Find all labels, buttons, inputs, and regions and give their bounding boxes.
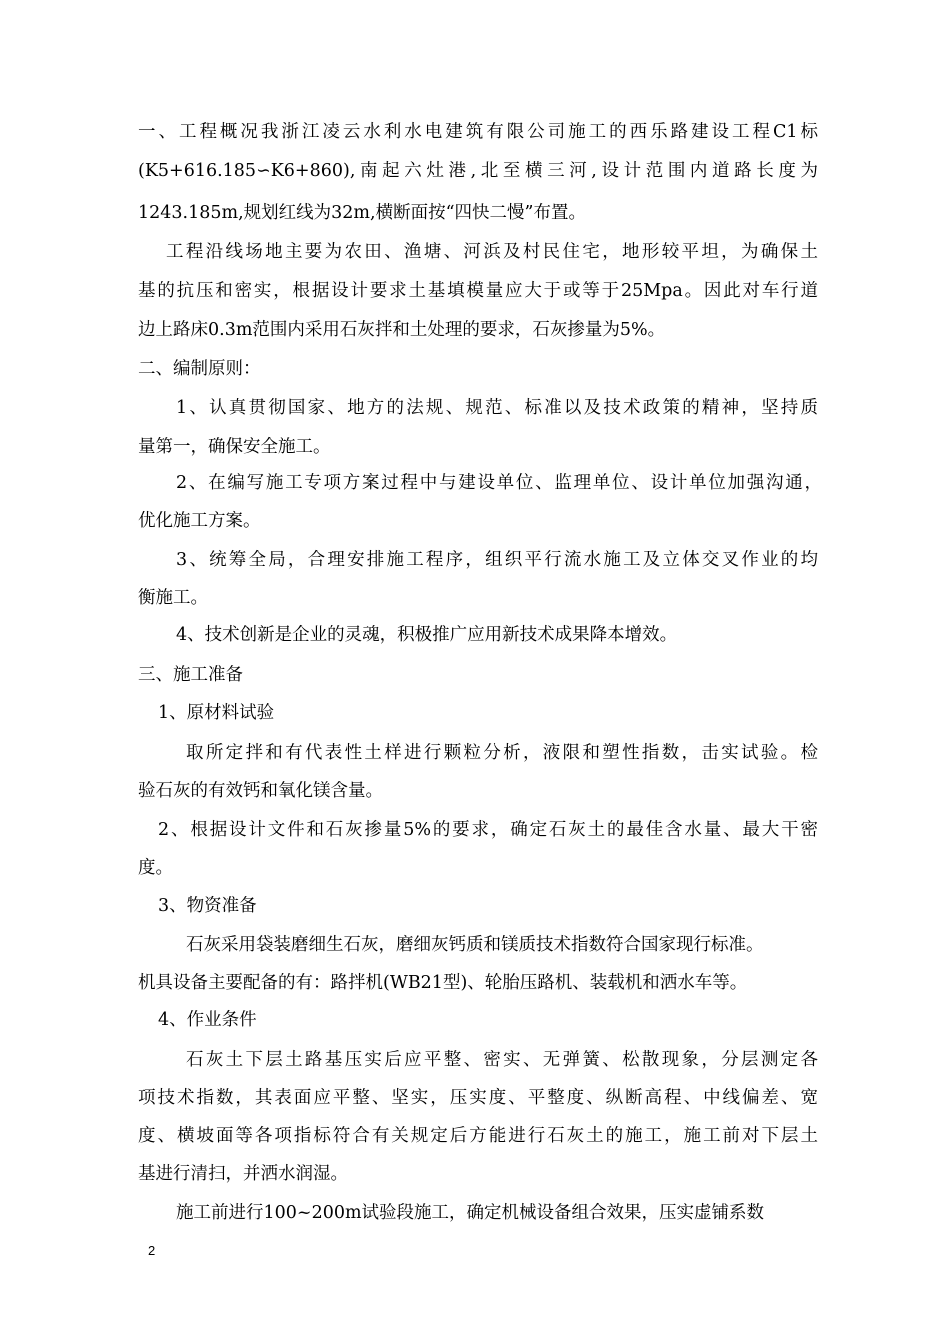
paragraph-line: 取所定拌和有代表性土样进行颗粒分析，液限和塑性指数，击实试验。检 <box>186 743 818 763</box>
section-2-heading: 二、编制原则： <box>138 359 261 379</box>
principle-4-line: 4、技术创新是企业的灵魂，积极推广应用新技术成果降本增效。 <box>176 625 678 645</box>
principle-3-line: 衡施工。 <box>138 588 208 608</box>
subsection-4-heading: 4、作业条件 <box>158 1010 257 1030</box>
paragraph-line: 机具设备主要配备的有：路拌机(WB21型)、轮胎压路机、装载机和洒水车等。 <box>138 973 748 993</box>
paragraph-line: 工程沿线场地主要为农田、渔塘、河浜及村民住宅，地形较平坦，为确保土 <box>166 242 818 262</box>
principle-1-line: 量第一，确保安全施工。 <box>138 437 331 457</box>
subsection-2-line: 2、根据设计文件和石灰掺量5%的要求，确定石灰土的最佳含水量、最大干密 <box>158 820 818 840</box>
principle-3-line: 3、统筹全局，合理安排施工程序，组织平行流水施工及立体交叉作业的均 <box>176 550 818 570</box>
principle-2-line: 2、在编写施工专项方案过程中与建设单位、监理单位、设计单位加强沟通， <box>176 473 822 493</box>
subsection-2-line: 度。 <box>138 858 173 878</box>
section-3-heading: 三、施工准备 <box>138 665 243 685</box>
paragraph-line: 验石灰的有效钙和氧化镁含量。 <box>138 781 383 801</box>
paragraph-line: 项技术指数，其表面应平整、坚实，压实度、平整度、纵断高程、中线偏差、宽 <box>138 1088 818 1108</box>
subsection-3-heading: 3、物资准备 <box>158 896 257 916</box>
paragraph-line: 1243.185m,规划红线为32m,横断面按“四快二慢”布置。 <box>138 203 586 223</box>
subsection-1-heading: 1、原材料试验 <box>158 703 275 723</box>
paragraph-line: 石灰土下层土路基压实后应平整、密实、无弹簧、松散现象，分层测定各 <box>186 1050 818 1070</box>
paragraph-line: (K5+616.185∽K6+860),南起六灶港,北至横三河,设计范围内道路长度为 <box>138 161 818 181</box>
paragraph-line: 石灰采用袋装磨细生石灰，磨细灰钙质和镁质技术指数符合国家现行标准。 <box>186 935 764 955</box>
page-number: 2 <box>148 1243 156 1258</box>
section-1-heading-line: 一、工程概况我浙江凌云水利水电建筑有限公司施工的西乐路建设工程C1标 <box>138 122 818 142</box>
paragraph-line: 施工前进行100~200m试验段施工，确定机械设备组合效果，压实虚铺系数 <box>176 1203 765 1223</box>
paragraph-line: 基进行清扫，并洒水润湿。 <box>138 1164 348 1184</box>
principle-2-line: 优化施工方案。 <box>138 511 261 531</box>
paragraph-line: 度、横坡面等各项指标符合有关规定后方能进行石灰土的施工，施工前对下层土 <box>138 1126 818 1146</box>
paragraph-line: 基的抗压和密实，根据设计要求土基填模量应大于或等于25Mpa。因此对车行道 <box>138 281 818 301</box>
paragraph-line: 边上路床0.3m范围内采用石灰拌和土处理的要求，石灰掺量为5%。 <box>138 320 666 340</box>
principle-1-line: 1、认真贯彻国家、地方的法规、规范、标准以及技术政策的精神，坚持质 <box>176 398 818 418</box>
